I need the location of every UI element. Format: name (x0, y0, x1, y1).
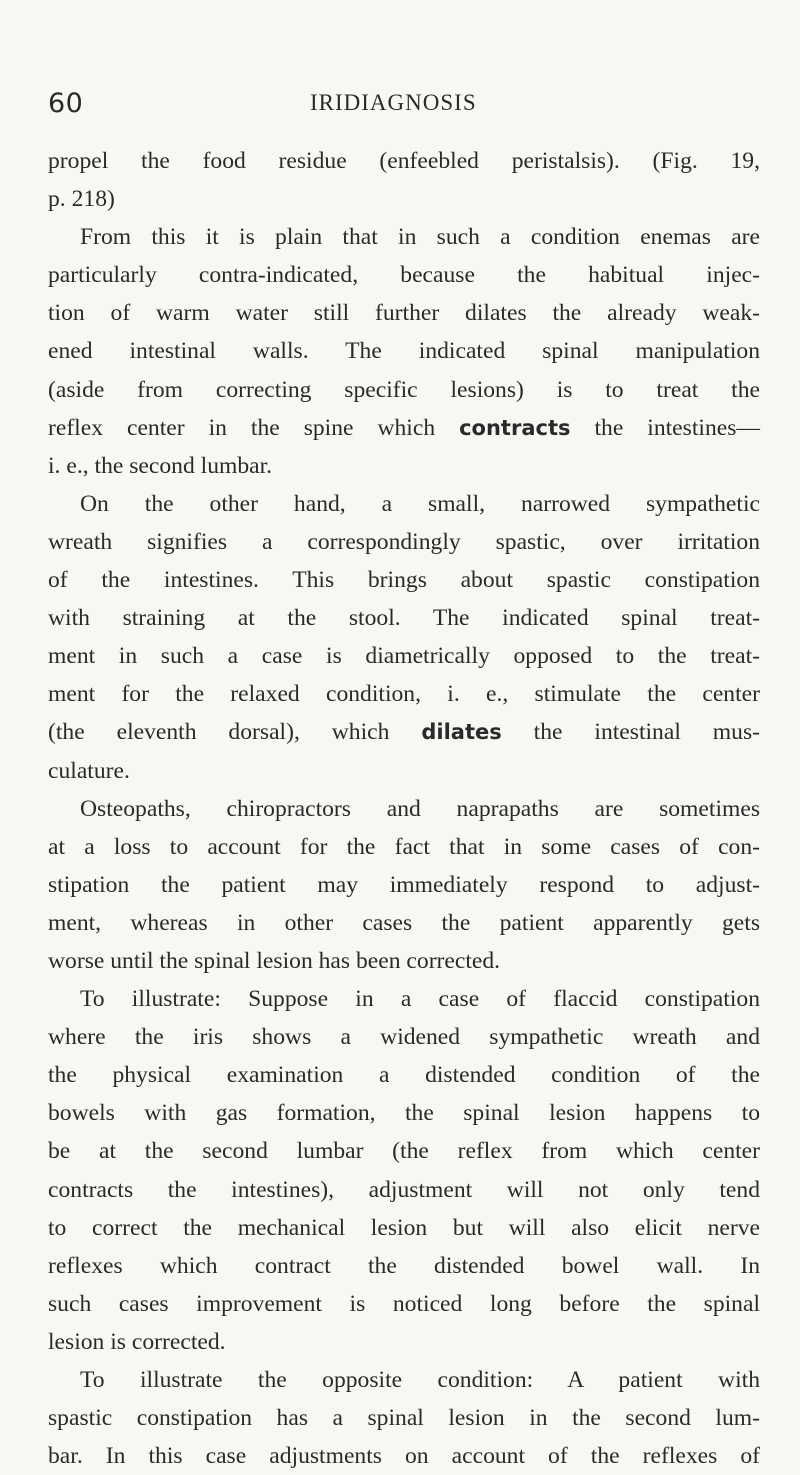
text-segment: reflex center in the spine which (48, 414, 460, 441)
bold-term: dilates (421, 720, 502, 745)
text-line: wreath signifies a correspondingly spastic, over irritation (48, 528, 760, 555)
text-line: contracts the intestines), adjustment will not only tend (48, 1176, 760, 1203)
text-line (48, 713, 760, 751)
text-line: at a loss to account for the fact that in some cases of con- (48, 833, 760, 860)
running-head: IRIDIAGNOSIS (310, 90, 477, 115)
text-line: to correct the mechanical lesion but will also elicit nerve (48, 1214, 760, 1241)
text-segment: the intestines— (570, 414, 760, 441)
text-line: particularly contra-indicated, because the habitual injec- (48, 262, 760, 289)
text-line: ened intestinal walls. The indicated spinal manipulation (48, 338, 760, 365)
text-line: Osteopaths, chiropractors and naprapaths are sometimes (80, 795, 760, 822)
text-line: On the other hand, a small, narrowed sympathetic (80, 490, 760, 517)
body-text (48, 142, 760, 1475)
text-line: such cases improvement is noticed long before the spinal (48, 1290, 760, 1317)
text-segment: the intestinal mus- (501, 719, 760, 746)
text-line: of the intestines. This brings about spastic constipation (48, 567, 760, 594)
text-line: ment, whereas in other cases the patient apparently gets (48, 909, 760, 936)
text-line: tion of warm water still further dilates the already weak- (48, 300, 760, 327)
text-line: p. 218) (48, 186, 115, 213)
text-line: To illustrate: Suppose in a case of flaccid constipation (80, 986, 760, 1013)
text-line: reflexes which contract the distended bowel wall. In (48, 1252, 760, 1279)
text-line (48, 409, 760, 447)
bold-term: contracts (459, 415, 571, 440)
page-number: 60 (48, 88, 84, 119)
text-line: spastic constipation has a spinal lesion in the second lum- (48, 1405, 760, 1432)
text-segment: (the eleventh dorsal), which (48, 719, 422, 746)
text-line: i. e., the second lumbar. (48, 452, 273, 479)
text-line: where the iris shows a widened sympathetic wreath and (48, 1024, 760, 1051)
text-line: be at the second lumbar (the reflex from which center (48, 1138, 760, 1165)
text-line: (aside from correcting specific lesions) is to treat the (48, 376, 760, 403)
page-header (48, 88, 760, 124)
text-line: ment in such a case is diametrically opposed to the treat- (48, 643, 760, 670)
text-line: worse until the spinal lesion has been corrected. (48, 947, 501, 974)
text-line: ment for the relaxed condition, i. e., stimulate the center (48, 681, 760, 708)
text-line: the physical examination a distended condition of the (48, 1062, 760, 1089)
text-line: From this it is plain that in such a condition enemas are (80, 224, 760, 251)
text-line: stipation the patient may immediately respond to adjust- (48, 871, 760, 898)
text-line: propel the food residue (enfeebled peristalsis). (Fig. 19, (48, 148, 760, 174)
text-line: bowels with gas formation, the spinal lesion happens to (48, 1100, 760, 1127)
text-line: with straining at the stool. The indicated spinal treat- (48, 605, 760, 632)
text-line: culature. (48, 757, 130, 784)
text-line: lesion is corrected. (48, 1328, 226, 1355)
text-line: bar. In this case adjustments on account of the reflexes of (48, 1443, 760, 1470)
text-line: To illustrate the opposite condition: A patient with (80, 1367, 760, 1393)
